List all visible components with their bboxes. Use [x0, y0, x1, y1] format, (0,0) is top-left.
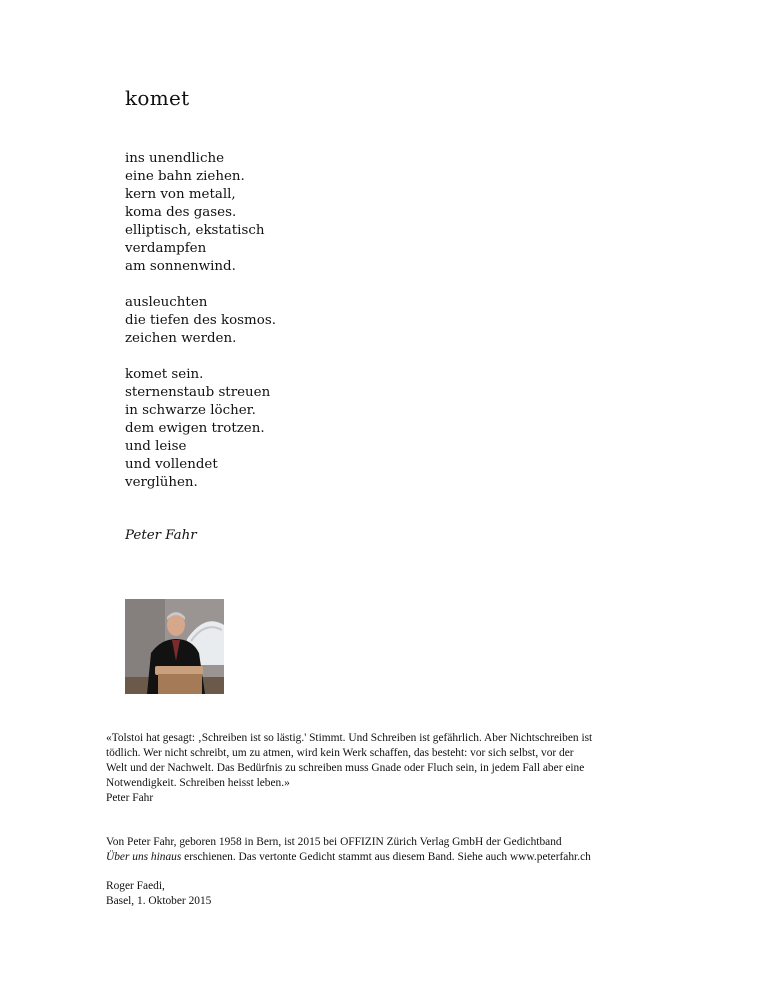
poem-body — [125, 150, 276, 510]
poem-line: und vollendet — [125, 457, 218, 472]
quote-block — [106, 731, 666, 806]
poem-line: elliptisch, ekstatisch — [125, 223, 265, 238]
signature-name: Roger Faedi, — [106, 880, 165, 892]
poem-title: komet — [125, 86, 190, 110]
bio-paragraph — [106, 835, 676, 865]
quote-line: Notwendigkeit. Schreiben heisst leben.» — [106, 777, 290, 789]
author-photo — [125, 599, 224, 694]
bio-line: Von Peter Fahr, geboren 1958 in Bern, ist 2015 bei OFFIZIN Zürich Verlag GmbH der Gedichtband — [106, 836, 562, 848]
poem-line: ausleuchten — [125, 295, 208, 310]
bio-line-rest: erschienen. Das vertonte Gedicht stammt aus diesem Band. Siehe auch www.peterfahr.ch — [181, 851, 591, 863]
book-title: Über uns hinaus — [106, 851, 182, 863]
poem-line: in schwarze löcher. — [125, 403, 256, 418]
quote-line: Welt und der Nachwelt. Das Bedürfnis zu schreiben muss Gnade oder Fluch sein, in jedem Fall aber eine — [106, 762, 585, 774]
signature-place-date: Basel, 1. Oktober 2015 — [106, 895, 212, 907]
poem-line: kern von metall, — [125, 187, 236, 202]
poem-line: ins unendliche — [125, 151, 225, 166]
poem-stanza — [125, 150, 276, 276]
poem-line: verdampfen — [125, 241, 207, 256]
quote-line: tödlich. Wer nicht schreibt, um zu atmen, wird kein Werk schaffen, das besteht: vor sich selbst, vor der — [106, 747, 574, 759]
poem-line: zeichen werden. — [125, 331, 237, 346]
poem-line: und leise — [125, 439, 187, 454]
poem-stanza — [125, 294, 276, 348]
quote-line: «Tolstoi hat gesagt: ‚Schreiben ist so lästig.' Stimmt. Und Schreiben ist gefährlich. Aber Nichtschreiben ist — [106, 732, 593, 744]
poem-line: dem ewigen trotzen. — [125, 421, 265, 436]
poem-line: sternenstaub streuen — [125, 385, 271, 400]
quote-author: Peter Fahr — [106, 792, 154, 804]
signature-block — [106, 879, 211, 909]
poem-line: koma des gases. — [125, 205, 237, 220]
bio-line — [106, 850, 676, 865]
poem-line: die tiefen des kosmos. — [125, 313, 276, 328]
poem-stanza — [125, 366, 276, 492]
poem-line: am sonnenwind. — [125, 259, 236, 274]
poem-author: Peter Fahr — [125, 528, 197, 543]
poem-line: eine bahn ziehen. — [125, 169, 245, 184]
poem-line: komet sein. — [125, 367, 204, 382]
poem-line: verglühen. — [125, 475, 198, 490]
